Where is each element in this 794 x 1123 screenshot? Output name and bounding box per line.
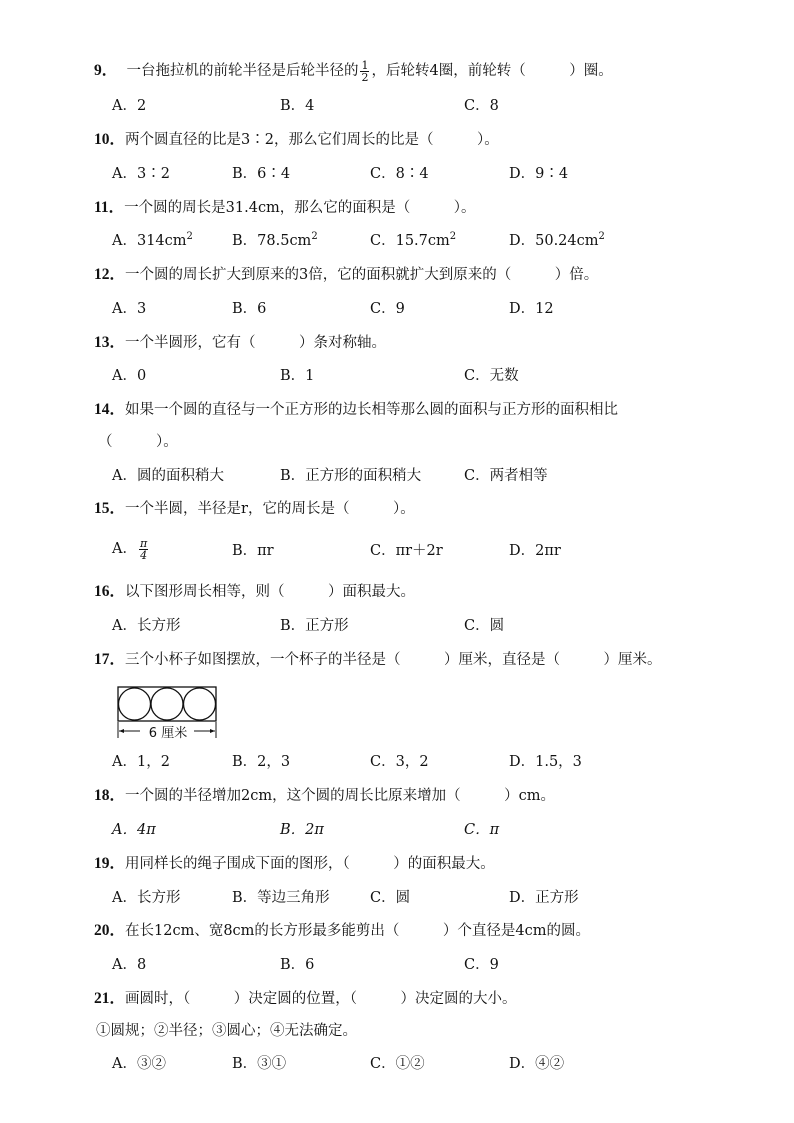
option-d[interactable]: D．12 — [509, 301, 554, 317]
question-16: 16．以下图形周长相等，则（ ）面积最大。 — [94, 583, 416, 600]
option-b[interactable]: B．正方形的面积稍大 — [280, 468, 422, 484]
option-b[interactable]: B．2，3 — [232, 754, 291, 770]
option-c[interactable]: C．π — [464, 822, 500, 838]
question-18: 18．一个圆的半径增加2cm，这个圆的周长比原来增加（ ）cm。 — [94, 787, 555, 804]
option-b[interactable]: B．6 — [232, 301, 267, 317]
option-a[interactable]: A． $\frac{\pi}{4}$ — [112, 536, 148, 562]
option-a[interactable]: A．圆的面积稍大 — [112, 468, 224, 484]
question-19: 19．用同样长的绳子围成下面的图形，（ ）的面积最大。 — [94, 855, 495, 872]
option-c[interactable]: C．圆 — [370, 890, 411, 906]
question-15: 15．一个半圆，半径是r，它的周长是（ ）。 — [94, 500, 415, 517]
option-c[interactable]: C．两者相等 — [464, 468, 548, 484]
question-12: 12．一个圆的周长扩大到原来的3倍，它的面积就扩大到原来的（ ）倍。 — [94, 266, 599, 283]
option-a[interactable]: A．3∶2 — [112, 166, 170, 182]
option-a[interactable]: A．$314cm^2$ — [112, 231, 193, 249]
option-c[interactable]: C．无数 — [464, 368, 519, 384]
option-a[interactable]: A．长方形 — [112, 618, 181, 634]
option-d[interactable]: D．④② — [509, 1056, 565, 1072]
option-c[interactable]: C．8 — [464, 98, 499, 114]
option-b[interactable]: B．πr — [232, 543, 274, 559]
option-d[interactable]: D．$50.24cm^2$ — [509, 231, 605, 249]
option-c[interactable]: C．9 — [370, 301, 405, 317]
question-9: 9． 一台拖拉机的前轮半径是后轮半径的 $\frac{1}{2}$ ，后轮转4圈，前轮转（ ）圈。 — [94, 58, 613, 84]
option-d[interactable]: D．正方形 — [509, 890, 579, 906]
option-b[interactable]: B．③① — [232, 1056, 287, 1072]
option-a[interactable]: A．0 — [112, 368, 147, 384]
question-14-continued: （ ）。 — [98, 434, 178, 450]
option-a[interactable]: A．长方形 — [112, 890, 181, 906]
option-d[interactable]: D．2πr — [509, 543, 561, 559]
option-a[interactable]: A．3 — [112, 301, 147, 317]
option-d[interactable]: D．9∶4 — [509, 166, 569, 182]
question-21: 21．画圆时，（ ）决定圆的位置，（ ）决定圆的大小。 — [94, 990, 517, 1007]
three-cups-figure — [116, 686, 220, 744]
option-c[interactable]: C．πr＋2r — [370, 543, 443, 559]
option-d[interactable]: D．1.5，3 — [509, 754, 582, 770]
option-c[interactable]: C．3，2 — [370, 754, 429, 770]
question-14: 14．如果一个圆的直径与一个正方形的边长相等那么圆的面积与正方形的面积相比 — [94, 401, 619, 418]
option-a[interactable]: A．8 — [112, 957, 147, 973]
option-a[interactable]: A．1，2 — [112, 754, 170, 770]
option-b[interactable]: B．4 — [280, 98, 315, 114]
figure-label: 6 厘米 — [148, 726, 188, 741]
option-b[interactable]: B．1 — [280, 368, 315, 384]
option-a[interactable]: A．2 — [112, 98, 147, 114]
fraction: $\frac{\pi}{4}$ — [139, 536, 148, 562]
question-17: 17．三个小杯子如图摆放，一个杯子的半径是（ ）厘米，直径是（ ）厘米。 — [94, 651, 662, 668]
option-c[interactable]: C．①② — [370, 1056, 425, 1072]
option-b[interactable]: B．正方形 — [280, 618, 349, 634]
option-b[interactable]: B．$78.5cm^2$ — [232, 231, 318, 249]
question-20: 20．在长12cm、宽8cm的长方形最多能剪出（ ）个直径是4cm的圆。 — [94, 922, 591, 939]
option-c[interactable]: C．$15.7cm^2$ — [370, 231, 457, 249]
option-b[interactable]: B．6 — [280, 957, 315, 973]
option-c[interactable]: C．8∶4 — [370, 166, 429, 182]
question-21-choices-key: ①圆规；②半径；③圆心；④无法确定。 — [96, 1023, 357, 1039]
option-c[interactable]: C．9 — [464, 957, 499, 973]
question-13: 13．一个半圆形，它有（ ）条对称轴。 — [94, 334, 387, 351]
option-b[interactable]: B．等边三角形 — [232, 890, 330, 906]
option-a[interactable]: A．4π — [112, 822, 156, 838]
fraction: $\frac{1}{2}$ — [361, 58, 369, 84]
option-b[interactable]: B．2π — [280, 822, 324, 838]
option-a[interactable]: A．③② — [112, 1056, 166, 1072]
question-11: 11．一个圆的周长是31.4cm，那么它的面积是（ ）。 — [94, 199, 476, 216]
question-10: 10．两个圆直径的比是3∶2，那么它们周长的比是（ ）。 — [94, 131, 499, 148]
option-b[interactable]: B．6∶4 — [232, 166, 291, 182]
option-c[interactable]: C．圆 — [464, 618, 505, 634]
